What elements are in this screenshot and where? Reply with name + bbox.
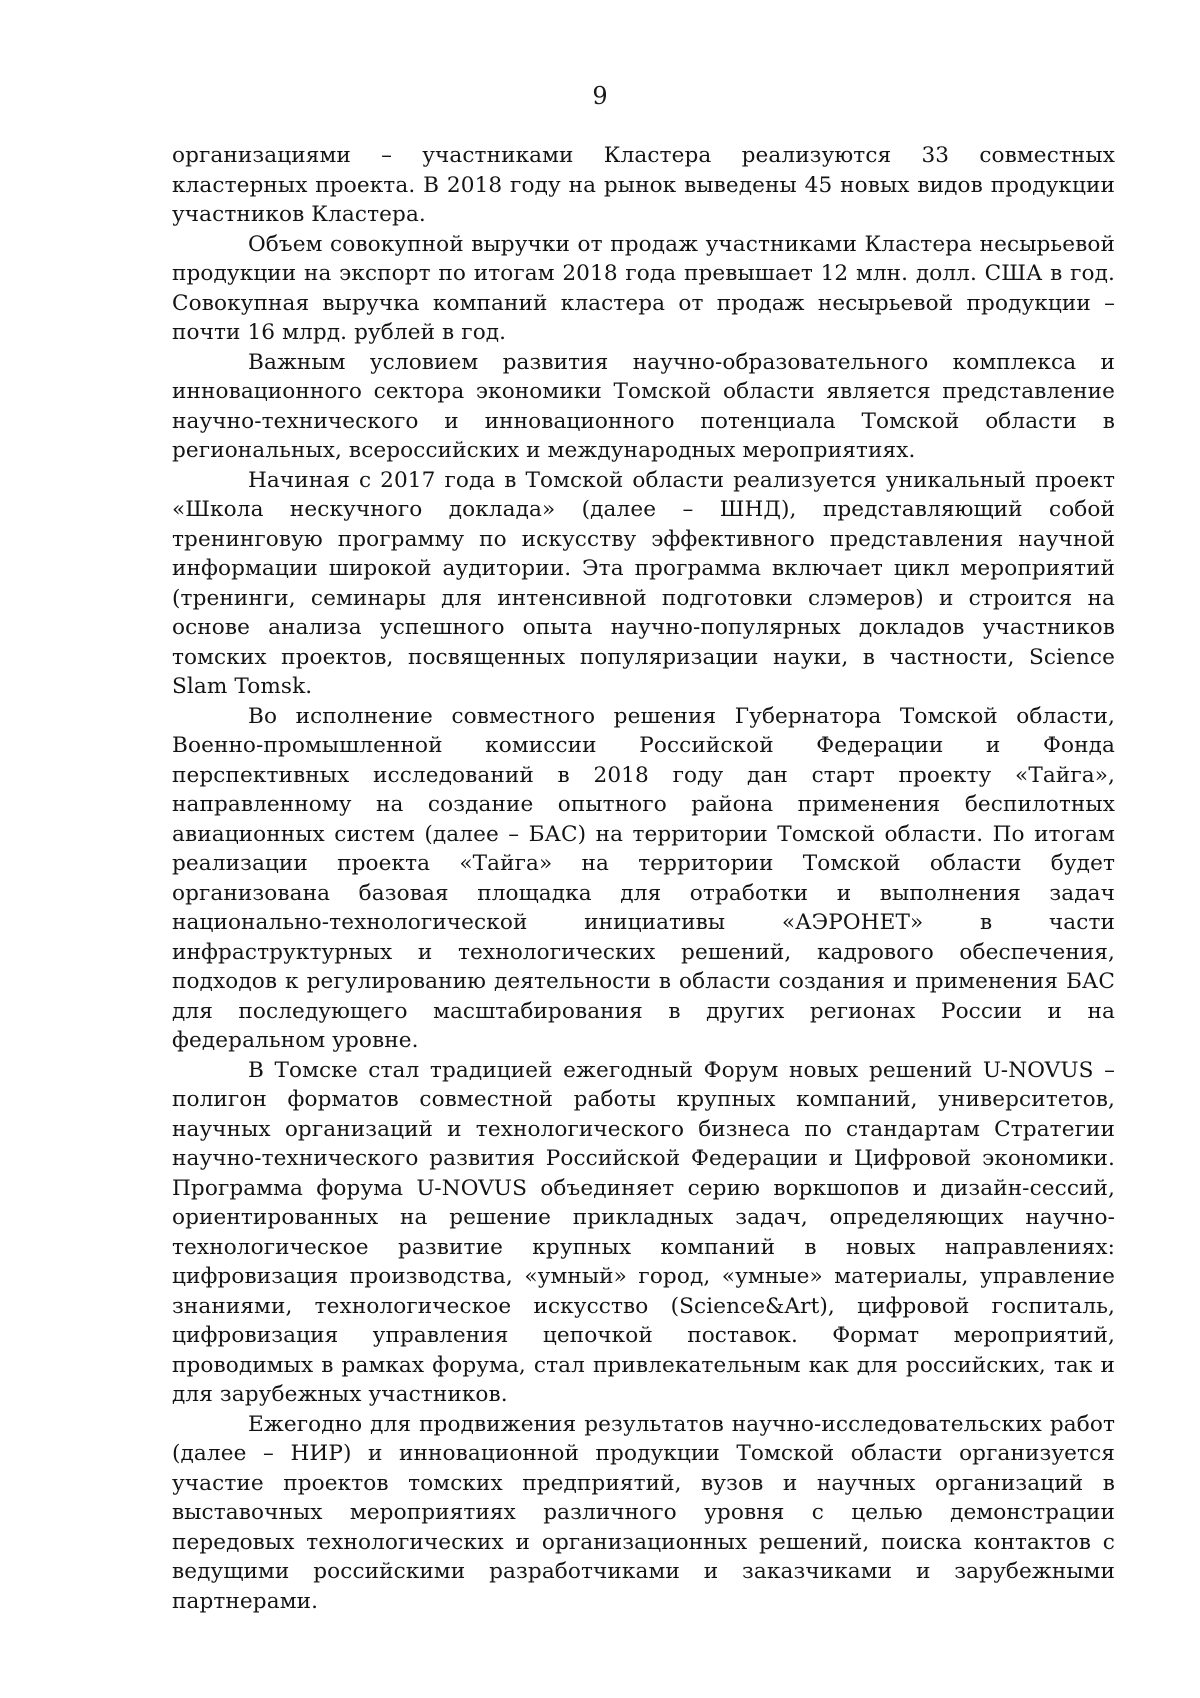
paragraph-u-novus-forum: В Томске стал традицией ежегодный Форум новых решений U-NOVUS – полигон форматов совместной работы крупных компаний, университетов, научных организаций и технологического бизнеса по стандартам Стратегии научно-технического развития Российской Федерации и Цифровой экономики. Программа форума U-NOVUS объединяет серию воркшопов и дизайн-сессий, ориентированных на решение прикладных задач, определяющих научно-технологическое развитие крупных компаний в новых направлениях: цифровизация производства, «умный» город, «умные» материалы, управление знаниями, технологическое искусство (Science&Art), цифровой госпиталь, цифровизация управления цепочкой поставок. Формат мероприятий, проводимых в рамках форума, стал привлекательным как для российских, так и для зарубежных участников. [172,1057,1115,1407]
paragraph-shnd-project: Начиная с 2017 года в Томской области реализуется уникальный проект «Школа нескучного доклада» (далее – ШНД), представляющий собой тренинговую программу по искусству эффективного представления научной информации широкой аудитории. Эта программа включает цикл мероприятий (тренинги, семинары для интенсивной подготовки слэмеров) и строится на основе анализа успешного опыта научно-популярных докладов участников томских проектов, посвященных популяризации науки, в частности, Science Slam Tomsk. [172,467,1115,699]
document-body [172,141,1115,1616]
paragraph-export-revenue: Объем совокупной выручки от продаж участниками Кластера несырьевой продукции на экспорт по итогам 2018 года превышает 12 млн. долл. США в год. Совокупная выручка компаний кластера от продаж несырьевой продукции – почти 16 млрд. рублей в год. [172,231,1115,345]
paragraph-taiga-project: Во исполнение совместного решения Губернатора Томской области, Военно-промышленной комиссии Российской Федерации и Фонда перспективных исследований в 2018 году дан старт проекту «Тайга», направленному на создание опытного района применения беспилотных авиационных систем (далее – БАС) на территории Томской области. По итогам реализации проекта «Тайга» на территории Томской области будет организована базовая площадка для отработки и выполнения задач национально-технологической инициативы «АЭРОНЕТ» в части инфраструктурных и технологических решений, кадрового обеспечения, подходов к регулированию деятельности в области создания и применения БАС для последующего масштабирования в других регионах России и на федеральном уровне. [172,703,1115,1053]
paragraph-events-participation: Важным условием развития научно-образовательного комплекса и инновационного сектора экономики Томской области является представление научно-технического и инновационного потенциала Томской области в региональных, всероссийских и международных мероприятиях. [172,349,1115,463]
page-number: 9 [592,82,608,110]
paragraph-cluster-projects: организациями – участниками Кластера реализуются 33 совместных кластерных проекта. В 2018 году на рынок выведены 45 новых видов продукции участников Кластера. [172,143,1115,227]
paragraph-exhibitions: Ежегодно для продвижения результатов научно-исследовательских работ (далее – НИР) и инновационной продукции Томской области организуется участие проектов томских предприятий, вузов и научных организаций в выставочных мероприятиях различного уровня с целью демонстрации передовых технологических и организационных решений, поиска контактов с ведущими российскими разработчиками и заказчиками и зарубежными партнерами. [172,1411,1115,1614]
